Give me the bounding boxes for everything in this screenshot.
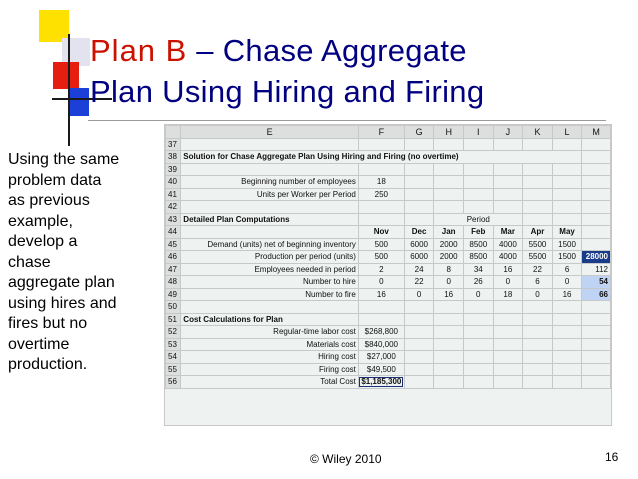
decor-red-square <box>53 62 79 89</box>
empty-cell[interactable] <box>552 163 582 176</box>
empty-cell[interactable] <box>404 313 434 326</box>
empty-cell[interactable] <box>181 138 359 151</box>
empty-cell[interactable] <box>181 163 359 176</box>
empty-cell[interactable] <box>404 201 434 214</box>
column-header[interactable]: M <box>582 126 611 139</box>
empty-cell[interactable] <box>552 363 582 376</box>
cell[interactable]: 16 <box>358 288 404 301</box>
empty-cell[interactable] <box>552 351 582 364</box>
empty-cell[interactable] <box>582 313 611 326</box>
empty-cell[interactable] <box>463 138 493 151</box>
column-header[interactable]: J <box>493 126 523 139</box>
cell[interactable]: 500 <box>358 251 404 264</box>
title-plan: Plan B <box>90 33 188 68</box>
empty-cell[interactable] <box>493 176 523 189</box>
empty-cell[interactable] <box>434 351 464 364</box>
cell[interactable]: Cost Calculations for Plan <box>181 313 359 326</box>
sheet-row <box>166 326 611 339</box>
cell[interactable]: Beginning number of employees <box>181 176 359 189</box>
sheet-row <box>166 226 611 239</box>
empty-cell[interactable] <box>358 138 404 151</box>
empty-cell[interactable] <box>523 163 553 176</box>
side-description: Using the same problem data as previous example, develop a chase aggregate plan using hires and fires but no overtime production. <box>8 151 120 373</box>
empty-cell[interactable] <box>463 363 493 376</box>
cell[interactable] <box>358 213 404 226</box>
row-number[interactable]: 54 <box>166 351 181 364</box>
cell[interactable]: $268,800 <box>358 326 404 339</box>
cell[interactable]: 250 <box>358 188 404 201</box>
empty-cell[interactable] <box>463 376 493 389</box>
footer-copyright: © Wiley 2010 <box>310 452 382 466</box>
empty-cell[interactable] <box>582 188 611 201</box>
empty-cell[interactable] <box>463 188 493 201</box>
column-header[interactable]: G <box>404 126 434 139</box>
empty-cell[interactable] <box>463 301 493 314</box>
cell[interactable]: 4000 <box>493 238 523 251</box>
decor-blue-square <box>70 88 89 116</box>
cell[interactable]: 0 <box>493 276 523 289</box>
empty-cell[interactable] <box>404 163 434 176</box>
cell[interactable]: 18 <box>358 176 404 189</box>
corner-header[interactable] <box>166 126 181 139</box>
empty-cell[interactable] <box>493 313 523 326</box>
cell[interactable]: Hiring cost <box>181 351 359 364</box>
cell[interactable]: Nov <box>358 226 404 239</box>
cell[interactable]: 28000 <box>582 251 611 264</box>
cell[interactable]: 2000 <box>434 251 464 264</box>
sheet-row <box>166 188 611 201</box>
empty-cell[interactable] <box>552 338 582 351</box>
cell[interactable]: 34 <box>463 263 493 276</box>
empty-cell[interactable] <box>434 313 464 326</box>
cell[interactable]: Feb <box>463 226 493 239</box>
empty-cell[interactable] <box>523 326 553 339</box>
cell[interactable]: $840,000 <box>358 338 404 351</box>
column-header[interactable]: E <box>181 126 359 139</box>
row-number[interactable]: 47 <box>166 263 181 276</box>
empty-cell[interactable] <box>552 176 582 189</box>
empty-cell[interactable] <box>582 176 611 189</box>
empty-cell[interactable] <box>493 363 523 376</box>
row-number[interactable]: 42 <box>166 201 181 214</box>
empty-cell[interactable] <box>552 201 582 214</box>
sheet-row <box>166 138 611 151</box>
row-number[interactable]: 52 <box>166 326 181 339</box>
cell[interactable]: Number to hire <box>181 276 359 289</box>
empty-cell[interactable] <box>358 301 404 314</box>
empty-cell[interactable] <box>493 188 523 201</box>
empty-cell[interactable] <box>552 326 582 339</box>
cell[interactable]: 6 <box>523 276 553 289</box>
empty-cell[interactable] <box>523 351 553 364</box>
sheet-row <box>166 201 611 214</box>
empty-cell[interactable] <box>463 176 493 189</box>
cell[interactable]: Total Cost <box>181 376 359 389</box>
empty-cell[interactable] <box>523 363 553 376</box>
row-number[interactable]: 43 <box>166 213 181 226</box>
cell[interactable]: 8500 <box>463 238 493 251</box>
empty-cell[interactable] <box>358 201 404 214</box>
slide-title <box>90 30 484 112</box>
cell[interactable]: 500 <box>358 238 404 251</box>
cell[interactable]: Detailed Plan Computations <box>181 213 359 226</box>
cell[interactable]: Firing cost <box>181 363 359 376</box>
row-number[interactable]: 45 <box>166 238 181 251</box>
empty-cell[interactable] <box>493 376 523 389</box>
cell[interactable]: Dec <box>404 226 434 239</box>
cell[interactable]: 24 <box>404 263 434 276</box>
cell[interactable]: 66 <box>582 288 611 301</box>
empty-cell[interactable] <box>463 163 493 176</box>
column-header[interactable]: L <box>552 126 582 139</box>
cell[interactable]: 8 <box>434 263 464 276</box>
empty-cell[interactable] <box>582 326 611 339</box>
empty-cell[interactable] <box>582 151 611 164</box>
cell[interactable]: 8500 <box>463 251 493 264</box>
cell[interactable]: Number to fire <box>181 288 359 301</box>
cell[interactable]: 26 <box>463 276 493 289</box>
empty-cell[interactable] <box>434 376 464 389</box>
cell[interactable]: Employees needed in period <box>181 263 359 276</box>
empty-cell[interactable] <box>463 326 493 339</box>
cell[interactable] <box>404 213 434 226</box>
empty-cell[interactable] <box>582 201 611 214</box>
sheet-row <box>166 313 611 326</box>
empty-cell[interactable] <box>523 338 553 351</box>
empty-cell[interactable] <box>358 163 404 176</box>
empty-cell[interactable] <box>493 201 523 214</box>
row-number[interactable]: 49 <box>166 288 181 301</box>
empty-cell[interactable] <box>434 138 464 151</box>
row-number[interactable]: 39 <box>166 163 181 176</box>
empty-cell[interactable] <box>523 213 553 226</box>
row-number[interactable]: 48 <box>166 276 181 289</box>
title-line2: Plan Using Hiring and Firing <box>90 74 485 109</box>
cell[interactable]: Solution for Chase Aggregate Plan Using Hiring and Firing (no overtime) <box>181 151 582 164</box>
cell[interactable]: 0 <box>552 276 582 289</box>
empty-cell[interactable] <box>358 313 404 326</box>
sheet-row <box>166 238 611 251</box>
row-number[interactable]: 37 <box>166 138 181 151</box>
column-header-row <box>166 126 611 139</box>
empty-cell[interactable] <box>582 363 611 376</box>
empty-cell[interactable] <box>181 301 359 314</box>
empty-cell[interactable] <box>582 351 611 364</box>
cell[interactable]: 0 <box>358 276 404 289</box>
row-number[interactable]: 38 <box>166 151 181 164</box>
empty-cell[interactable] <box>582 238 611 251</box>
row-number[interactable]: 51 <box>166 313 181 326</box>
sheet-row <box>166 376 611 389</box>
sheet-row <box>166 276 611 289</box>
empty-cell[interactable] <box>404 363 434 376</box>
cell[interactable]: 1500 <box>552 238 582 251</box>
cell[interactable]: Materials cost <box>181 338 359 351</box>
empty-cell[interactable] <box>582 226 611 239</box>
empty-cell[interactable] <box>404 176 434 189</box>
empty-cell[interactable] <box>582 213 611 226</box>
cell[interactable]: 22 <box>404 276 434 289</box>
cell[interactable]: 18 <box>493 288 523 301</box>
title-underline <box>88 120 606 121</box>
empty-cell[interactable] <box>404 326 434 339</box>
row-number[interactable]: 40 <box>166 176 181 189</box>
cell[interactable]: 0 <box>463 288 493 301</box>
column-header[interactable]: I <box>463 126 493 139</box>
cell[interactable]: 112 <box>582 263 611 276</box>
empty-cell[interactable] <box>434 176 464 189</box>
cell[interactable]: May <box>552 226 582 239</box>
cell[interactable]: 22 <box>523 263 553 276</box>
sheet-row <box>166 363 611 376</box>
empty-cell[interactable] <box>463 351 493 364</box>
sheet-row <box>166 263 611 276</box>
row-number[interactable]: 56 <box>166 376 181 389</box>
empty-cell[interactable] <box>523 313 553 326</box>
empty-cell[interactable] <box>552 138 582 151</box>
empty-cell[interactable] <box>582 301 611 314</box>
empty-cell[interactable] <box>434 163 464 176</box>
cell[interactable]: Production per period (units) <box>181 251 359 264</box>
row-number[interactable]: 55 <box>166 363 181 376</box>
cell[interactable]: Regular-time labor cost <box>181 326 359 339</box>
cell[interactable]: $1,185,300 <box>358 376 404 389</box>
column-header[interactable]: K <box>523 126 553 139</box>
empty-cell[interactable] <box>404 188 434 201</box>
cell[interactable]: Jan <box>434 226 464 239</box>
sheet-row <box>166 351 611 364</box>
cell[interactable]: 0 <box>523 288 553 301</box>
sheet-row <box>166 151 611 164</box>
empty-cell[interactable] <box>181 201 359 214</box>
empty-cell[interactable] <box>493 301 523 314</box>
cell[interactable]: 1500 <box>552 251 582 264</box>
cell[interactable]: 6000 <box>404 238 434 251</box>
empty-cell[interactable] <box>493 338 523 351</box>
cell[interactable]: 5500 <box>523 251 553 264</box>
empty-cell[interactable] <box>523 201 553 214</box>
cell[interactable]: Demand (units) net of beginning inventory <box>181 238 359 251</box>
cell[interactable]: $49,500 <box>358 363 404 376</box>
cell[interactable]: Units per Worker per Period <box>181 188 359 201</box>
empty-cell[interactable] <box>582 376 611 389</box>
cell[interactable]: 0 <box>434 276 464 289</box>
empty-cell[interactable] <box>552 213 582 226</box>
cell[interactable]: 6000 <box>404 251 434 264</box>
cell[interactable]: 4000 <box>493 251 523 264</box>
empty-cell[interactable] <box>434 188 464 201</box>
sheet-row <box>166 176 611 189</box>
spreadsheet-table <box>165 125 611 389</box>
cell[interactable]: 16 <box>434 288 464 301</box>
cell[interactable]: 54 <box>582 276 611 289</box>
spreadsheet-body <box>166 138 611 388</box>
empty-cell[interactable] <box>582 138 611 151</box>
empty-cell[interactable] <box>523 138 553 151</box>
sheet-row <box>166 163 611 176</box>
empty-cell[interactable] <box>582 163 611 176</box>
sheet-row <box>166 213 611 226</box>
cell[interactable]: $27,000 <box>358 351 404 364</box>
empty-cell[interactable] <box>434 338 464 351</box>
empty-cell[interactable] <box>463 313 493 326</box>
row-number[interactable]: 44 <box>166 226 181 239</box>
sheet-row <box>166 338 611 351</box>
cell[interactable]: 16 <box>552 288 582 301</box>
empty-cell[interactable] <box>552 301 582 314</box>
empty-cell[interactable] <box>523 176 553 189</box>
empty-cell[interactable] <box>463 338 493 351</box>
empty-cell[interactable] <box>552 188 582 201</box>
empty-cell[interactable] <box>493 163 523 176</box>
cell[interactable]: Apr <box>523 226 553 239</box>
row-number[interactable]: 53 <box>166 338 181 351</box>
page-number: 16 <box>605 450 619 464</box>
cell[interactable]: 0 <box>404 288 434 301</box>
empty-cell[interactable] <box>434 301 464 314</box>
column-header[interactable]: F <box>358 126 404 139</box>
cell[interactable] <box>181 226 359 239</box>
spreadsheet <box>164 124 612 426</box>
empty-cell[interactable] <box>582 338 611 351</box>
row-number[interactable]: 46 <box>166 251 181 264</box>
cell[interactable]: 16 <box>493 263 523 276</box>
empty-cell[interactable] <box>404 138 434 151</box>
cell[interactable]: 6 <box>552 263 582 276</box>
empty-cell[interactable] <box>434 326 464 339</box>
title-rest: – Chase Aggregate <box>187 33 467 68</box>
cell[interactable]: Period <box>434 213 523 226</box>
empty-cell[interactable] <box>463 201 493 214</box>
column-header[interactable]: H <box>434 126 464 139</box>
sheet-row <box>166 288 611 301</box>
empty-cell[interactable] <box>523 376 553 389</box>
empty-cell[interactable] <box>404 351 434 364</box>
row-number[interactable]: 41 <box>166 188 181 201</box>
sheet-row <box>166 301 611 314</box>
empty-cell[interactable] <box>493 351 523 364</box>
cell[interactable]: Mar <box>493 226 523 239</box>
empty-cell[interactable] <box>404 376 434 389</box>
cell[interactable]: 2000 <box>434 238 464 251</box>
empty-cell[interactable] <box>493 326 523 339</box>
empty-cell[interactable] <box>523 301 553 314</box>
empty-cell[interactable] <box>493 138 523 151</box>
empty-cell[interactable] <box>552 313 582 326</box>
decor-vertical-line <box>68 34 70 146</box>
cell[interactable]: 2 <box>358 263 404 276</box>
empty-cell[interactable] <box>552 376 582 389</box>
row-number[interactable]: 50 <box>166 301 181 314</box>
empty-cell[interactable] <box>404 338 434 351</box>
cell[interactable]: 5500 <box>523 238 553 251</box>
empty-cell[interactable] <box>523 188 553 201</box>
empty-cell[interactable] <box>434 363 464 376</box>
empty-cell[interactable] <box>434 201 464 214</box>
sheet-row <box>166 251 611 264</box>
empty-cell[interactable] <box>404 301 434 314</box>
